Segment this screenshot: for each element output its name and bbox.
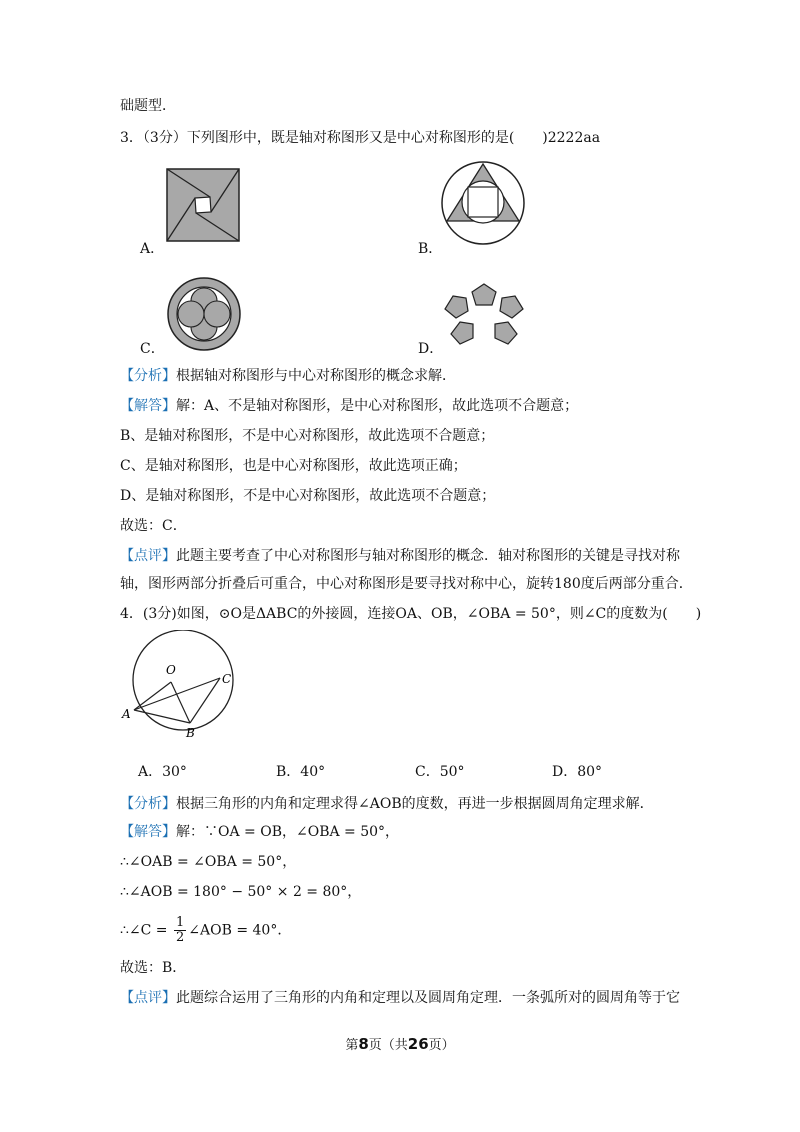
q3-option-c-label: C． — [140, 341, 165, 357]
q3-answer-line-3: C、是轴对称图形，也是中心对称图形，故此选项正确； — [120, 458, 467, 474]
q3-comment-line-1: 【点评】此题主要考查了中心对称图形与轴对称图形的概念．轴对称图形的关键是寻找对称 — [120, 548, 680, 564]
q3-figure-b — [440, 160, 526, 246]
q4-option-a: A．30° — [138, 764, 187, 780]
q3-answer-line-4: D、是轴对称图形，不是中心对称图形，故此选项不合题意； — [120, 488, 496, 504]
fraction-one-half: $\frac{1}{2}$ — [175, 915, 185, 945]
q3-answer-line-1: 【解答】解：A、不是轴对称图形，是中心对称图形，故此选项不合题意； — [120, 398, 579, 414]
q3-option-d-label: D． — [418, 341, 444, 357]
q4-option-c: C．50° — [415, 764, 465, 780]
q3-comment-line-2: 轴，图形两部分折叠后可重合，中心对称图形是要寻找对称中心，旋转180度后两部分重合． — [120, 576, 693, 592]
q3-answer-line-2: B、是轴对称图形，不是中心对称图形，故此选项不合题意； — [120, 428, 495, 444]
answer-tag: 【解答】 — [120, 824, 176, 840]
q3-option-b-label: B． — [418, 241, 443, 257]
q4-analysis: 【分析】根据三角形的内角和定理求得∠AOB的度数，再进一步根据圆周角定理求解． — [120, 796, 654, 812]
q4-comment: 【点评】此题综合运用了三角形的内角和定理以及圆周角定理．一条弧所对的圆周角等于它 — [120, 990, 680, 1006]
label-c: C — [222, 672, 232, 686]
q4-figure-circle — [116, 630, 246, 742]
q3-figure-c — [166, 276, 242, 352]
q3-figure-a — [166, 168, 240, 242]
q3-figure-d — [440, 282, 528, 348]
label-a: A — [122, 707, 131, 721]
q4-option-d: D．80° — [552, 764, 603, 780]
q4-stem: 4．(3分)如图，⊙O是ΔABC的外接圆，连接OA、OB，∠OBA = 50°，则∠C的度数为( ) — [120, 606, 702, 622]
q4-answer-line-4: ∴∠C = $\frac{1}{2}$ ∠AOB = 40°． — [120, 915, 292, 945]
q4-answer-line-2: ∴∠OAB = ∠OBA = 50°， — [120, 854, 297, 870]
analysis-tag: 【分析】 — [120, 796, 176, 812]
comment-tag: 【点评】 — [120, 990, 176, 1006]
answer-tag: 【解答】 — [120, 398, 176, 414]
label-o: O — [166, 663, 176, 677]
q3-choice: 故选：C． — [120, 518, 187, 534]
q3-option-a-label: A． — [140, 241, 165, 257]
comment-tag: 【点评】 — [120, 548, 176, 564]
total-pages: 26 — [407, 1035, 429, 1053]
page-number: 8 — [358, 1035, 369, 1053]
q4-answer-line-1: 【解答】解：∵OA = OB，∠OBA = 50°， — [120, 824, 400, 840]
label-b: B — [186, 726, 195, 740]
previous-text-end: 础题型． — [120, 98, 176, 114]
q4-choice: 故选：B． — [120, 960, 187, 976]
q3-analysis: 【分析】根据轴对称图形与中心对称图形的概念求解． — [120, 368, 456, 384]
page-footer: 第8页（共26页） — [345, 1035, 455, 1053]
analysis-tag: 【分析】 — [120, 368, 176, 384]
q4-answer-line-3: ∴∠AOB = 180° − 50° × 2 = 80°， — [120, 884, 362, 900]
q3-stem: 3．（3分）下列图形中，既是轴对称图形又是中心对称图形的是( )2222aa — [120, 130, 601, 146]
q4-option-b: B．40° — [276, 764, 326, 780]
